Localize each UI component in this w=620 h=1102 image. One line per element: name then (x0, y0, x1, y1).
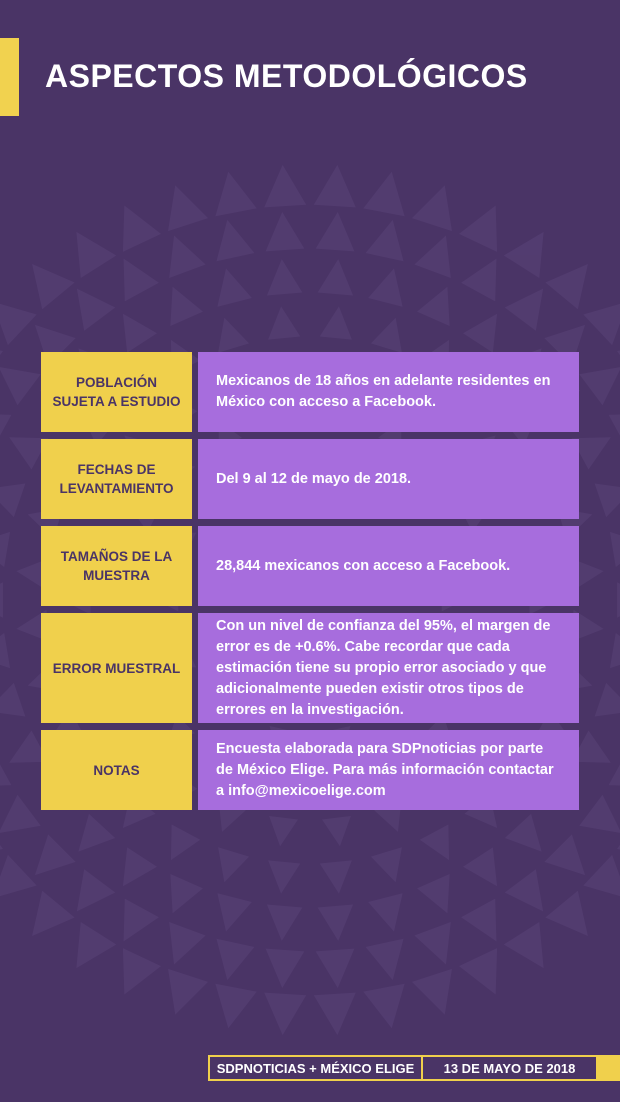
row-value: Mexicanos de 18 años en adelante residentes en México con acceso a Facebook. (198, 352, 579, 432)
row-label: POBLACIÓN SUJETA A ESTUDIO (41, 352, 192, 432)
row-muestra (41, 526, 579, 606)
row-value: Con un nivel de confianza del 95%, el margen de error es de +0.6%. Cabe recordar que cada estimación tiene su propio error asociado y que adicionalmente pueden existir otros tipos de errores en la investigación. (198, 613, 579, 723)
methodology-table (41, 352, 579, 817)
header-accent-bar (0, 38, 19, 116)
footer-accent-tab (598, 1055, 620, 1081)
footer-date: 13 DE MAYO DE 2018 (423, 1055, 598, 1081)
row-notas (41, 730, 579, 810)
row-value: Del 9 al 12 de mayo de 2018. (198, 439, 579, 519)
row-error (41, 613, 579, 723)
row-label: FECHAS DE LEVANTAMIENTO (41, 439, 192, 519)
footer (208, 1055, 620, 1081)
row-value: 28,844 mexicanos con acceso a Facebook. (198, 526, 579, 606)
row-label: NOTAS (41, 730, 192, 810)
row-label: TAMAÑOS DE LA MUESTRA (41, 526, 192, 606)
row-fechas (41, 439, 579, 519)
row-value: Encuesta elaborada para SDPnoticias por parte de México Elige. Para más información contactar a info@mexicoelige.com (198, 730, 579, 810)
footer-source: SDPNOTICIAS + MÉXICO ELIGE (208, 1055, 423, 1081)
row-label: ERROR MUESTRAL (41, 613, 192, 723)
row-poblacion (41, 352, 579, 432)
page-title: ASPECTOS METODOLÓGICOS (45, 58, 528, 94)
